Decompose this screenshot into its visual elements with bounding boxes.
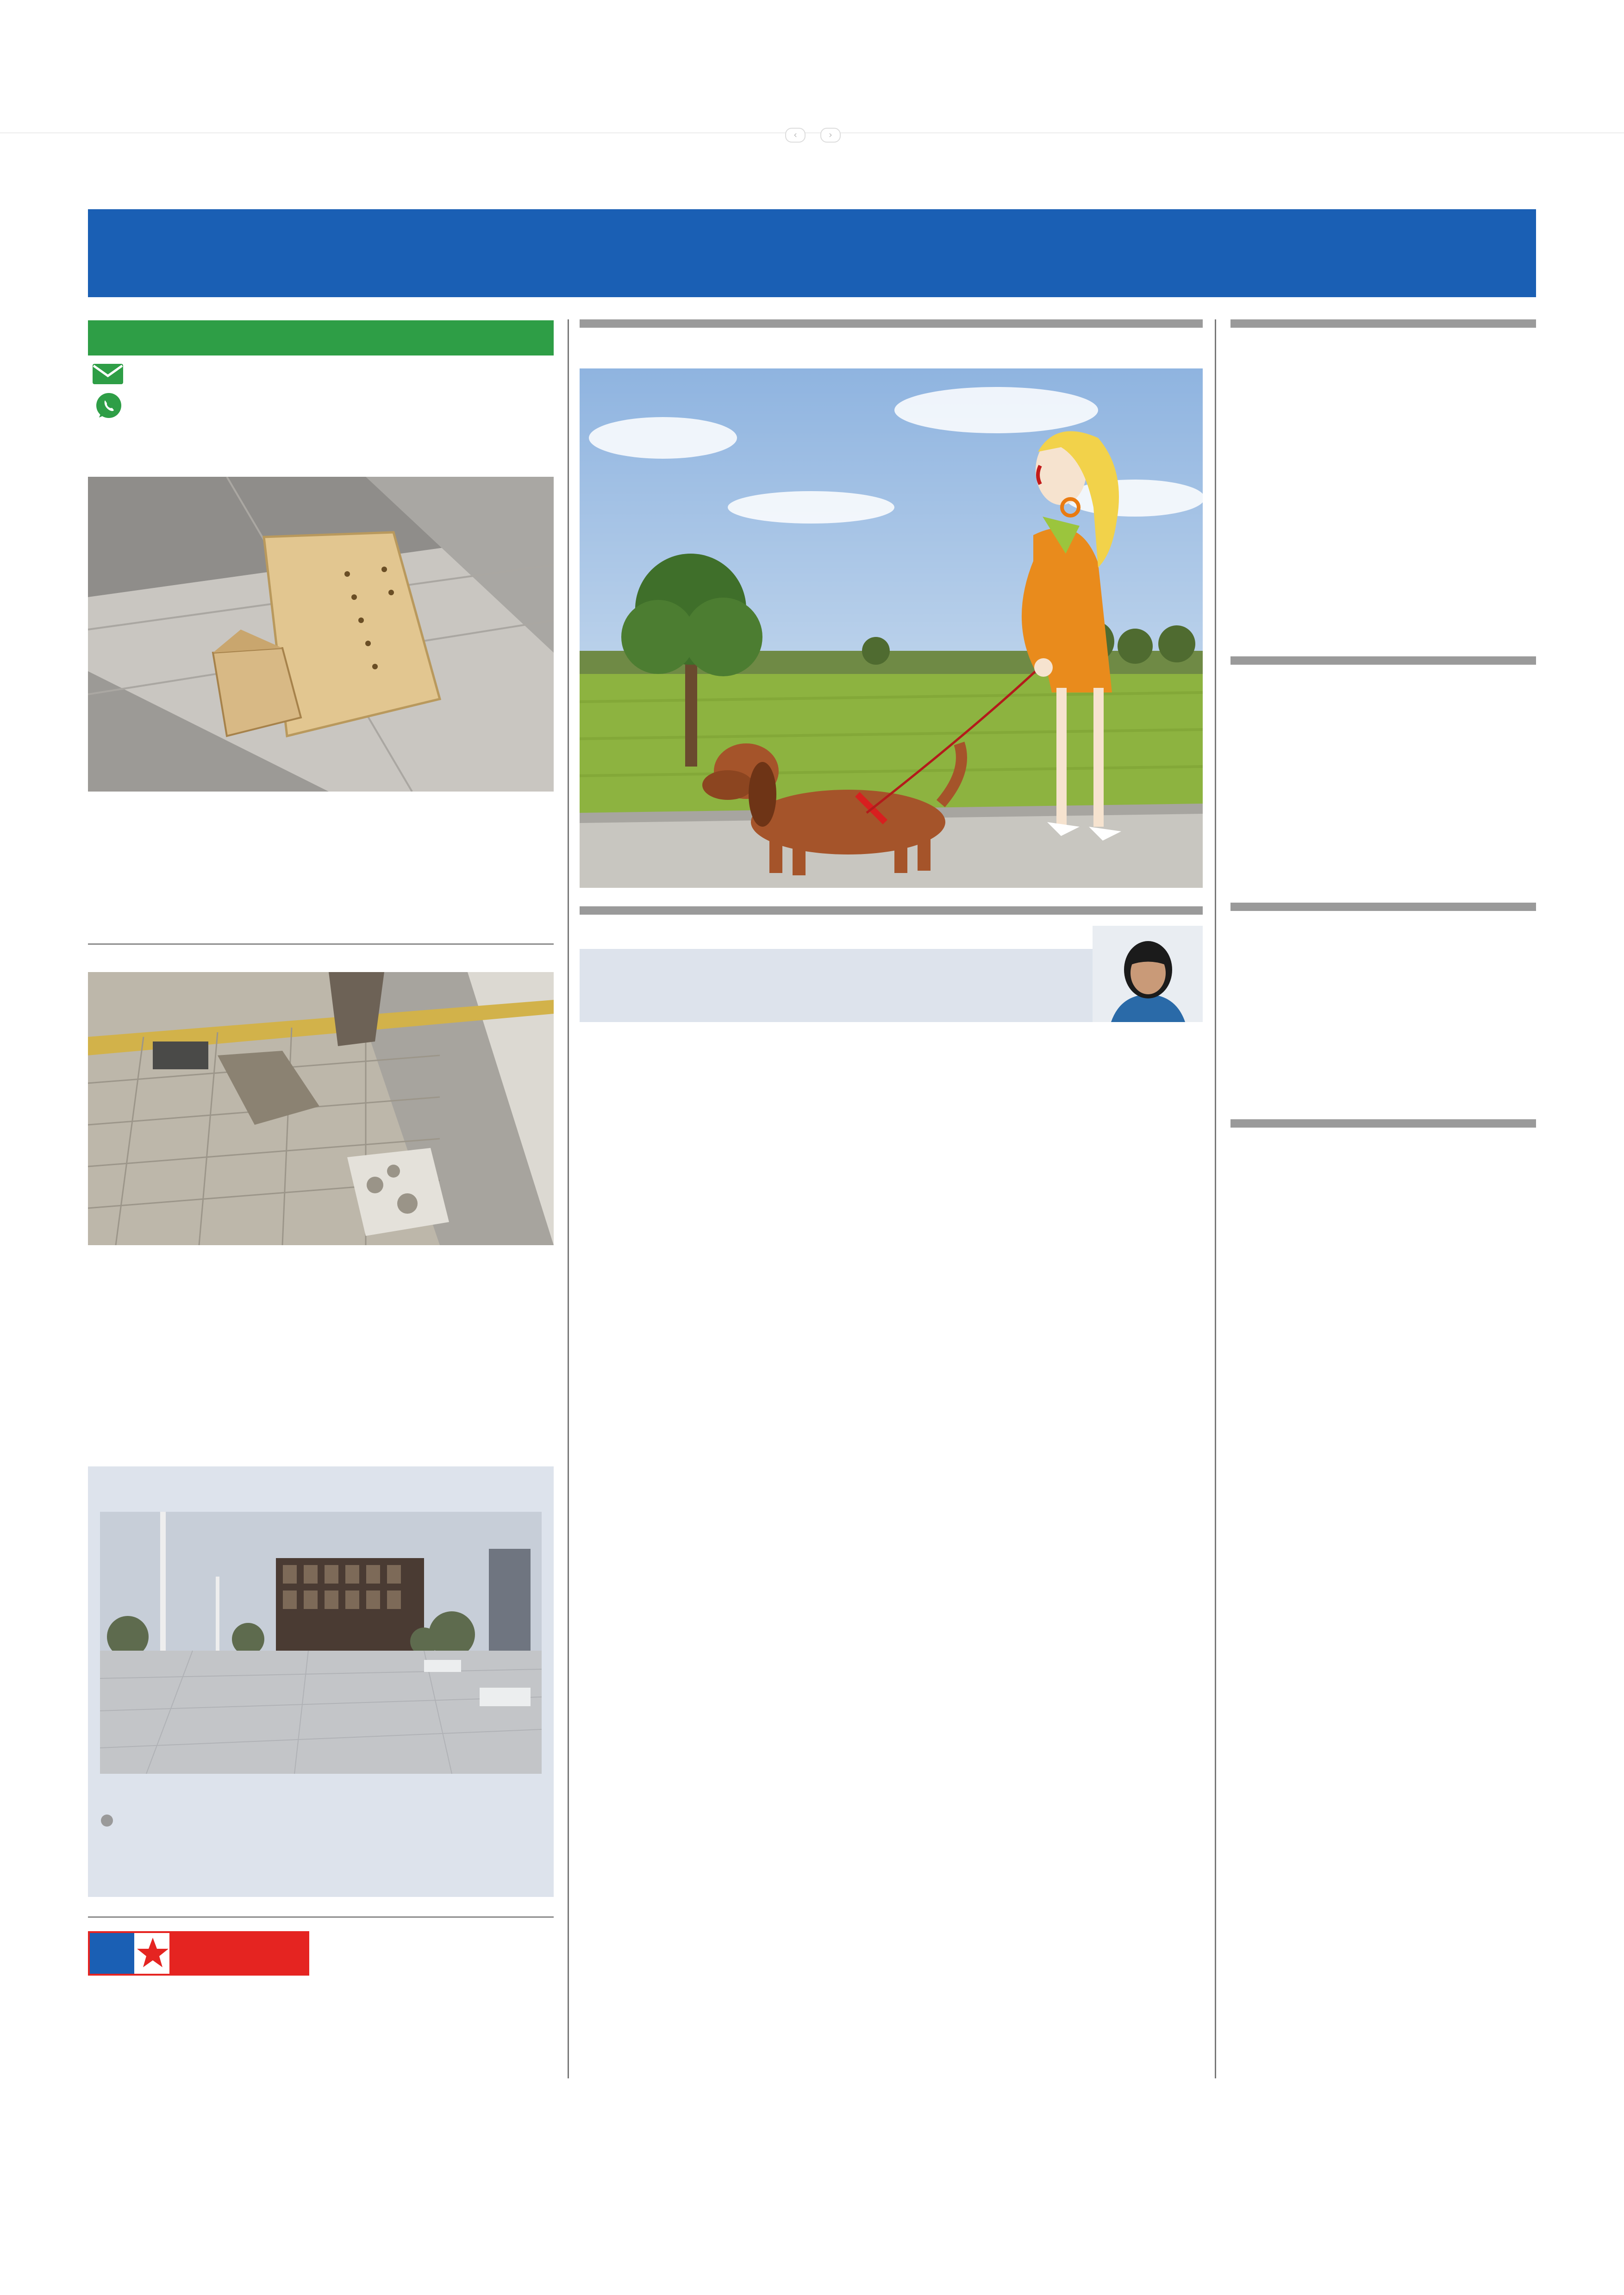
- estrella-logo: [88, 1931, 309, 1976]
- section-banner: [88, 209, 1536, 297]
- logo-la: [90, 1933, 134, 1974]
- humor-top-bar: [580, 319, 1203, 328]
- monedas-top-bar: [1230, 903, 1536, 911]
- photo-broken-sidewalk: [88, 972, 554, 1245]
- bullet-icon: [101, 1815, 113, 1827]
- columna-header-box: [580, 949, 1093, 1022]
- column-separator: [568, 319, 569, 2078]
- divider: [88, 943, 554, 945]
- star-icon: [136, 1936, 169, 1969]
- humor-cartoon: [580, 368, 1203, 888]
- next-page-button[interactable]: ›: [820, 128, 841, 143]
- tiempo-top-bar: [1230, 319, 1536, 328]
- whatsapp-icon: [94, 392, 123, 420]
- columna-top-bar: [580, 906, 1203, 915]
- divider: [88, 1916, 554, 1918]
- page-top-rule: [0, 132, 1624, 133]
- column-separator: [1215, 319, 1216, 2078]
- emergencias-top-bar: [1230, 656, 1536, 665]
- photo-manhole-cover: [88, 477, 554, 792]
- redes-top-bar: [1230, 1119, 1536, 1128]
- author-photo: [1093, 926, 1203, 1022]
- photo-plaza-bicentenario: [100, 1512, 542, 1774]
- logo-estrella: [169, 1933, 307, 1974]
- prev-page-button[interactable]: ‹: [785, 128, 806, 143]
- email-icon: [92, 363, 124, 385]
- denuncia-header-bar: [88, 320, 554, 355]
